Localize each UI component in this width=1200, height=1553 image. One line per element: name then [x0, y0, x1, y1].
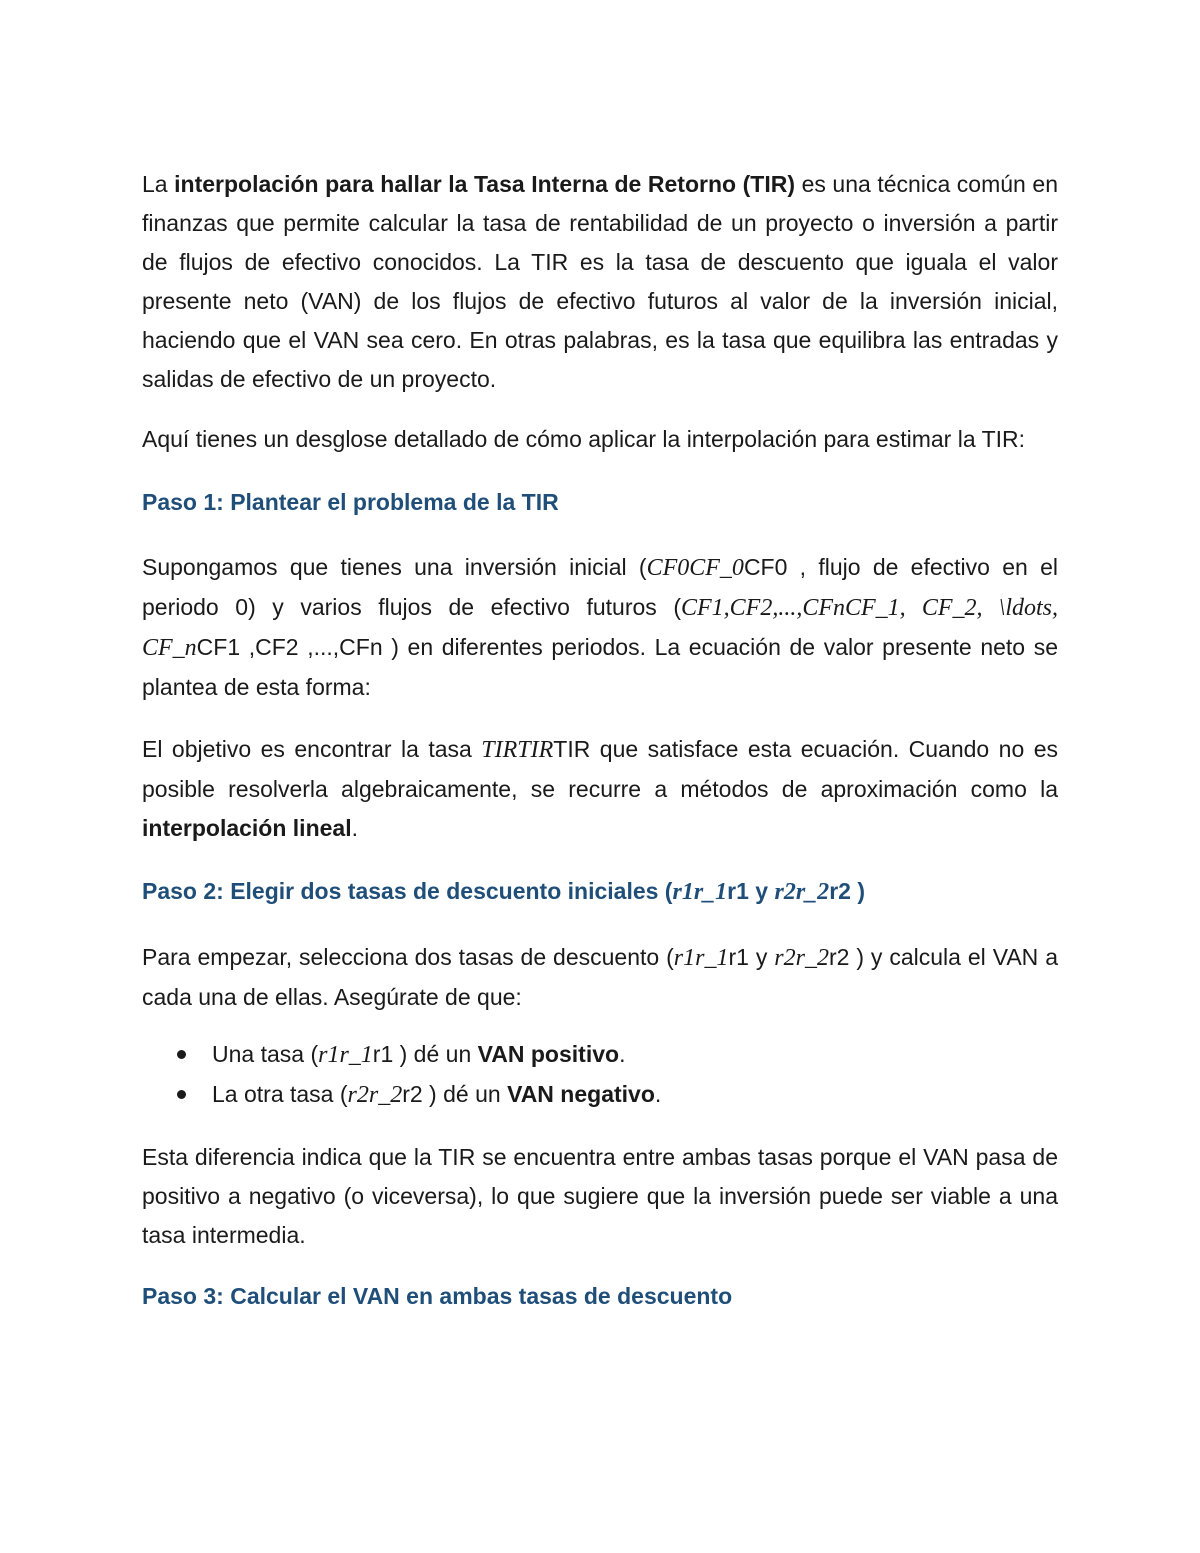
text-run: Una tasa ( — [212, 1041, 319, 1067]
math-run: r2r_2 — [774, 945, 829, 971]
math-run: CF0CF_0 — [646, 555, 744, 581]
bullet-icon — [177, 1050, 186, 1059]
document-page — [142, 165, 1058, 1316]
bold-run: VAN negativo — [507, 1081, 655, 1107]
math-run: r1r_1 — [673, 945, 729, 971]
step2-paragraph — [142, 938, 1058, 1017]
math-run: r1r_1 — [672, 879, 728, 905]
list-item — [142, 1075, 1058, 1115]
bold-run: interpolación para hallar la Tasa Interna de Retorno (TIR) — [174, 171, 795, 197]
text-run: Paso 2: Elegir dos tasas de descuento iniciales ( — [142, 878, 673, 904]
text-run: r2 ) y calcula el VAN a cada una de ellas. Asegúrate de que: — [142, 944, 1058, 1010]
bold-run: VAN positivo — [477, 1041, 620, 1067]
text-run: Para empezar, selecciona dos tasas de descuento ( — [142, 944, 674, 970]
text-run: es una técnica común en finanzas que permite calcular la tasa de rentabilidad de un proyecto o inversión a partir de flujos de efectivo conocidos. La TIR es la tasa de descuento que iguala el valor presente neto (VAN) de los flujos de efectivo futuros al valor de la inversión inicial, haciendo que el VAN sea cero. En otras palabras, es la tasa que equilibra las entradas y salidas de efectivo de un proyecto. — [142, 171, 1058, 392]
text-run: TIR que satisface esta ecuación. Cuando no es posible resolverla algebraicamente, se recurre a métodos de aproximación como la — [142, 736, 1059, 802]
bullet-list — [142, 1035, 1058, 1115]
objective-paragraph — [142, 730, 1058, 848]
math-run: r2r_2 — [347, 1082, 403, 1108]
step1-paragraph — [142, 548, 1058, 707]
text-run: El objetivo es encontrar la tasa — [142, 736, 482, 762]
text-run: CF0 , flujo de efectivo en el periodo 0) y varios flujos de efectivo futuros ( — [142, 554, 1058, 620]
text-run: r1 y — [728, 944, 775, 970]
intro-paragraph — [142, 165, 1058, 399]
breakdown-paragraph: Aquí tienes un desglose detallado de cómo aplicar la interpolación para estimar la TIR: — [142, 426, 1026, 452]
bullet-icon — [177, 1090, 186, 1099]
text-run: . — [351, 815, 358, 841]
text-run: Supongamos que tienes una inversión inicial ( — [142, 554, 647, 580]
math-run: TIRTIR — [481, 737, 554, 763]
text-run: . — [619, 1041, 626, 1067]
math-run: r2r_2 — [774, 879, 830, 905]
text-run: La otra tasa ( — [212, 1081, 348, 1107]
text-run: . — [654, 1081, 662, 1107]
text-run: r1 y — [727, 878, 775, 904]
text-run: r2 ) — [829, 878, 865, 904]
bold-run: interpolación lineal — [142, 815, 352, 841]
difference-paragraph: Esta diferencia indica que la TIR se encuentra entre ambas tasas porque el VAN pasa de positivo a negativo (o viceversa), lo que sugiere que la inversión puede ser viable a una tasa intermedia. — [142, 1144, 1058, 1248]
step1-heading: Paso 1: Plantear el problema de la TIR — [142, 489, 559, 515]
step2-heading — [142, 872, 1058, 912]
text-run: r2 ) dé un — [402, 1081, 508, 1107]
text-run: La — [142, 171, 175, 197]
step3-heading: Paso 3: Calcular el VAN en ambas tasas de descuento — [142, 1283, 733, 1309]
text-run: r1 ) dé un — [372, 1041, 478, 1067]
math-run: r1r_1 — [318, 1042, 373, 1068]
math-run: CF1,CF2,...,CFnCF_1, CF_2, \ldots, CF_n — [142, 595, 1058, 661]
text-run: CF1 ,CF2 ,...,CFn ) en diferentes periodos. La ecuación de valor presente neto se plantea de esta forma: — [142, 634, 1058, 700]
list-item — [142, 1035, 1058, 1075]
